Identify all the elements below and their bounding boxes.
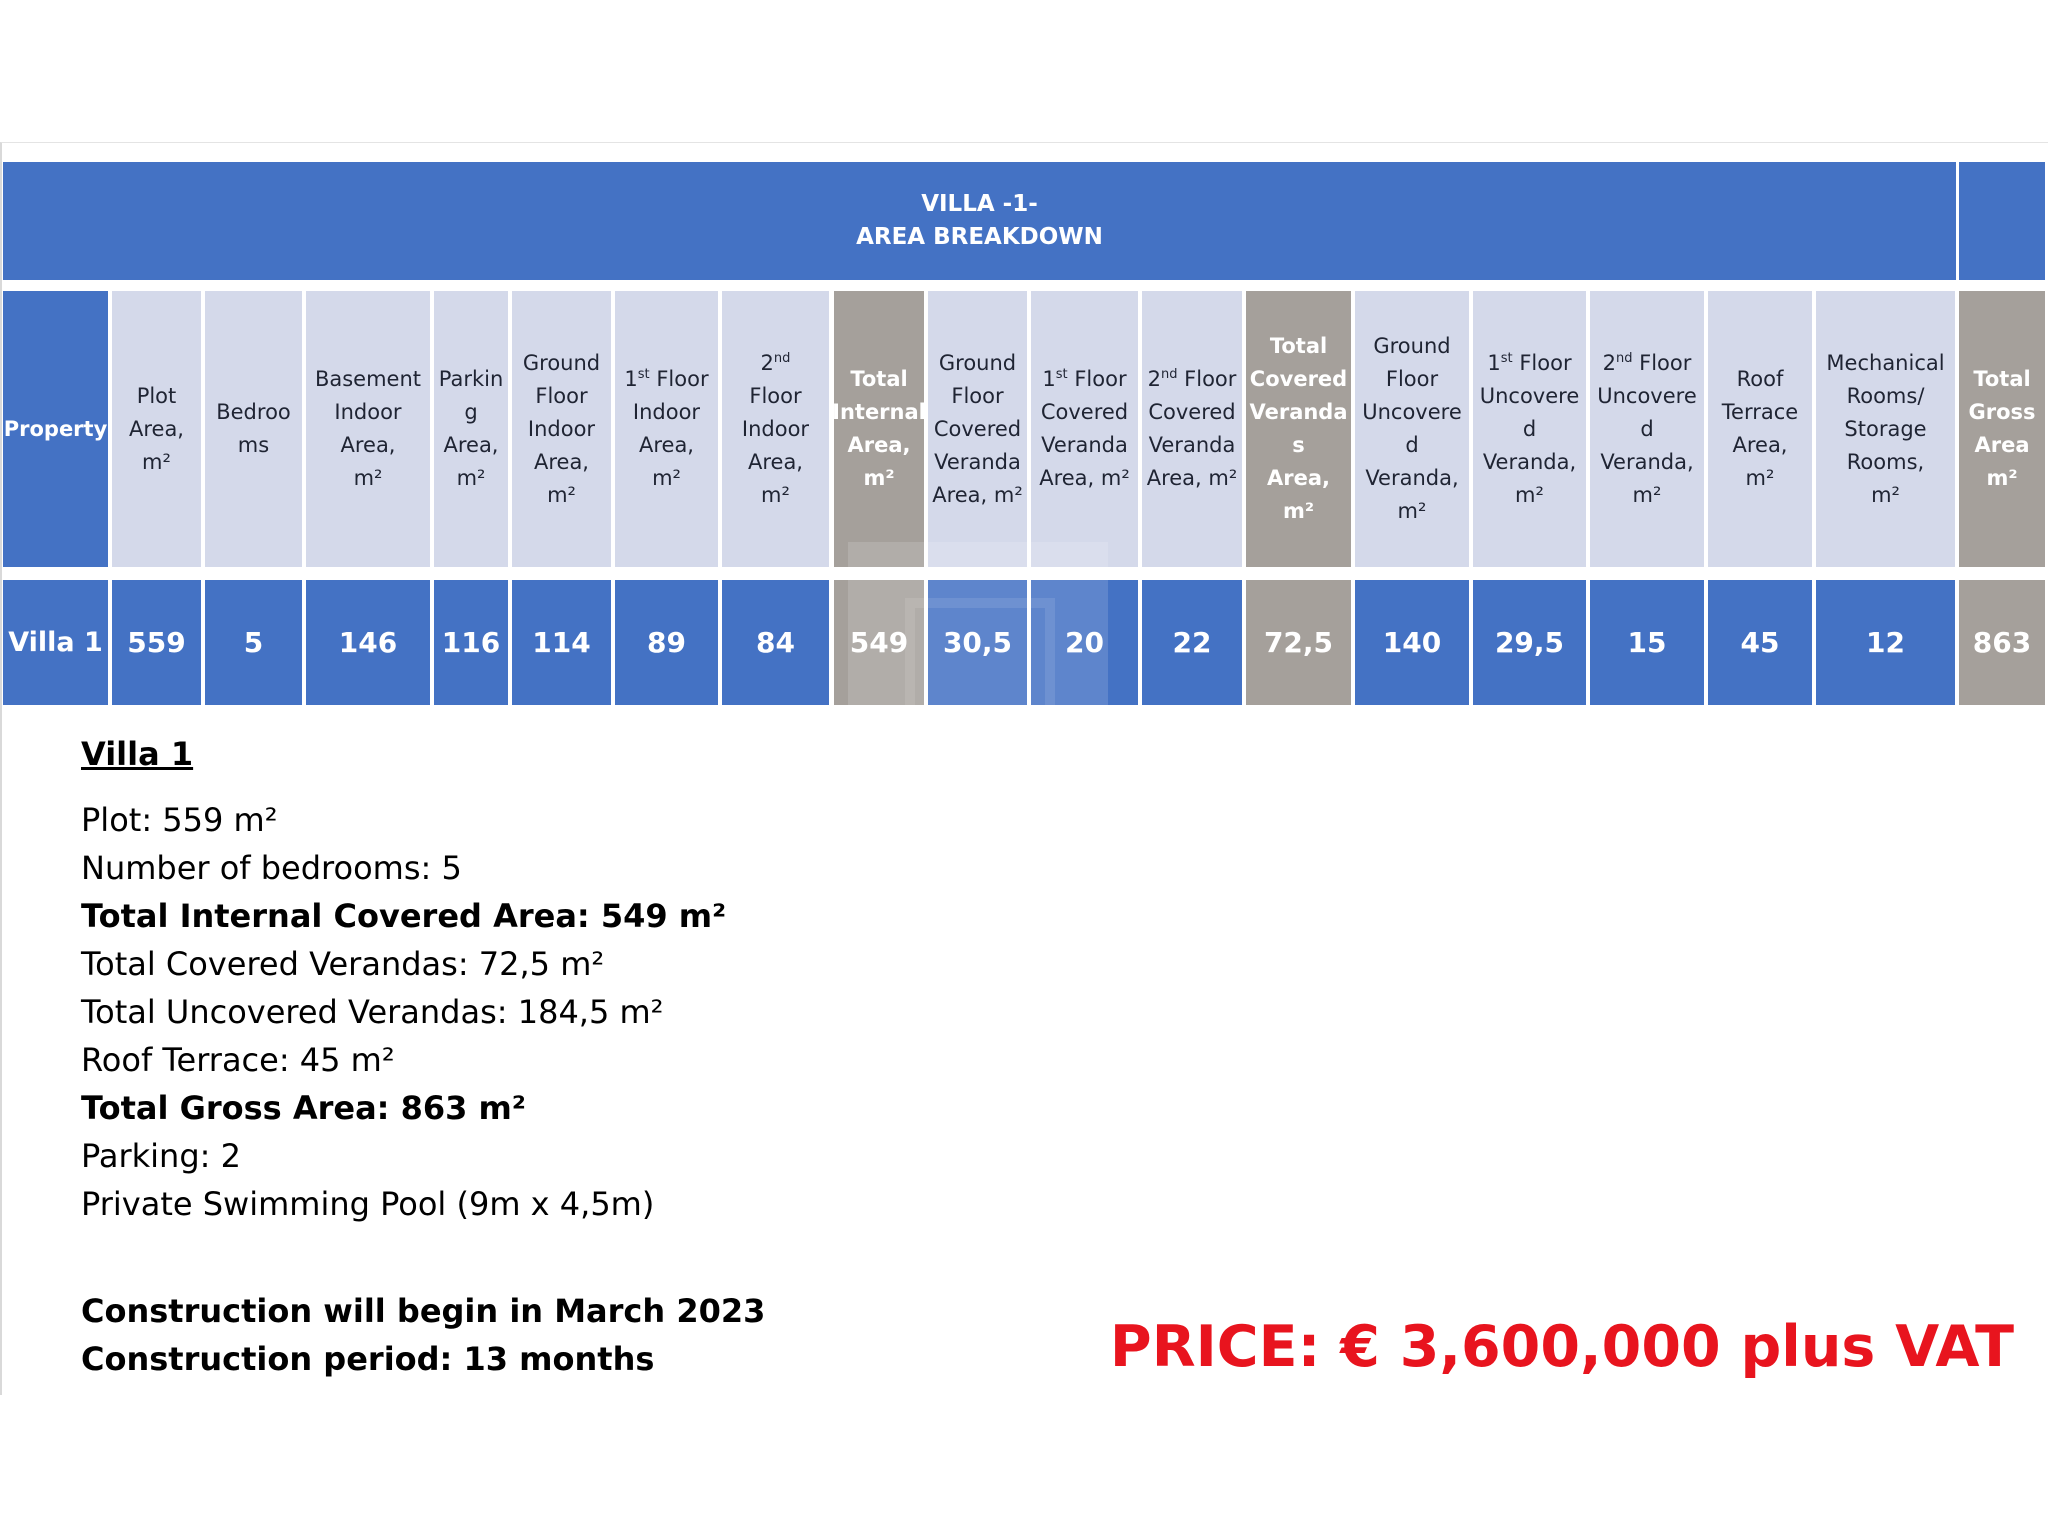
value-1st-uncovered-veranda: 29,5 [1473, 580, 1586, 705]
value-property: Villa 1 [3, 580, 108, 705]
value-total-internal: 549 [834, 580, 924, 705]
price-label: PRICE: € 3,600,000 plus VAT [1109, 1314, 2014, 1380]
header-mechanical-rooms: Mechanical Rooms/ Storage Rooms, m² [1816, 291, 1955, 567]
value-total-gross: 863 [1959, 580, 2045, 705]
value-1st-covered-veranda: 20 [1031, 580, 1138, 705]
value-bedrooms: 5 [205, 580, 302, 705]
header-ground-uncovered-veranda: Ground Floor Uncovere d Veranda, m² [1355, 291, 1469, 567]
details-parking: Parking: 2 [81, 1137, 241, 1175]
value-2nd-covered-veranda: 22 [1142, 580, 1242, 705]
header-ground-covered-veranda: Ground Floor Covered Veranda Area, m² [928, 291, 1027, 567]
table-title-line1: VILLA -1- [921, 191, 1038, 217]
details-construction-period: Construction period: 13 months [81, 1340, 655, 1378]
header-plot-area: Plot Area, m² [112, 291, 201, 567]
details-pool: Private Swimming Pool (9m x 4,5m) [81, 1185, 655, 1223]
header-total-covered-verandas: Total Covered Veranda s Area, m² [1246, 291, 1351, 567]
header-2nd-uncovered-veranda: 2nd Floor Uncovere d Veranda, m² [1590, 291, 1704, 567]
value-ground-covered-veranda: 30,5 [928, 580, 1027, 705]
table-title-line2: AREA BREAKDOWN [856, 224, 1103, 250]
value-total-covered-verandas: 72,5 [1246, 580, 1351, 705]
header-1st-floor-indoor: 1st Floor Indoor Area, m² [615, 291, 718, 567]
value-roof-terrace: 45 [1708, 580, 1812, 705]
details-plot: Plot: 559 m² [81, 801, 278, 839]
header-1st-covered-veranda: 1st Floor Covered Veranda Area, m² [1031, 291, 1138, 567]
details-total-gross: Total Gross Area: 863 m² [81, 1089, 526, 1127]
details-roof-terrace: Roof Terrace: 45 m² [81, 1041, 395, 1079]
value-2nd-floor-indoor: 84 [722, 580, 829, 705]
header-total-internal: Total Internal Area, m² [834, 291, 924, 567]
value-mechanical-rooms: 12 [1816, 580, 1955, 705]
value-basement-indoor: 146 [306, 580, 430, 705]
header-2nd-covered-veranda: 2nd Floor Covered Veranda Area, m² [1142, 291, 1242, 567]
table-title-banner [3, 162, 1956, 280]
details-bedrooms: Number of bedrooms: 5 [81, 849, 462, 887]
value-1st-floor-indoor: 89 [615, 580, 718, 705]
details-total-internal: Total Internal Covered Area: 549 m² [81, 897, 727, 935]
header-2nd-floor-indoor: 2nd Floor Indoor Area, m² [722, 291, 829, 567]
details-uncovered-verandas: Total Uncovered Verandas: 184,5 m² [81, 993, 664, 1031]
details-covered-verandas: Total Covered Verandas: 72,5 m² [81, 945, 605, 983]
value-2nd-uncovered-veranda: 15 [1590, 580, 1704, 705]
value-ground-floor-indoor: 114 [512, 580, 611, 705]
header-bedrooms: Bedroo ms [205, 291, 302, 567]
value-parking-area: 116 [434, 580, 508, 705]
header-basement-indoor: Basement Indoor Area, m² [306, 291, 430, 567]
table-title-banner-end [1959, 162, 2045, 280]
header-total-gross: Total Gross Area m² [1959, 291, 2045, 567]
header-ground-floor-indoor: Ground Floor Indoor Area, m² [512, 291, 611, 567]
header-parking-area: Parkin g Area, m² [434, 291, 508, 567]
villa-details [81, 730, 765, 1383]
value-ground-uncovered-veranda: 140 [1355, 580, 1469, 705]
details-title: Villa 1 [81, 735, 194, 773]
header-roof-terrace: Roof Terrace Area, m² [1708, 291, 1812, 567]
value-plot-area: 559 [112, 580, 201, 705]
header-property: Property [3, 291, 108, 567]
details-construction-begin: Construction will begin in March 2023 [81, 1292, 766, 1330]
header-1st-uncovered-veranda: 1st Floor Uncovere d Veranda, m² [1473, 291, 1586, 567]
